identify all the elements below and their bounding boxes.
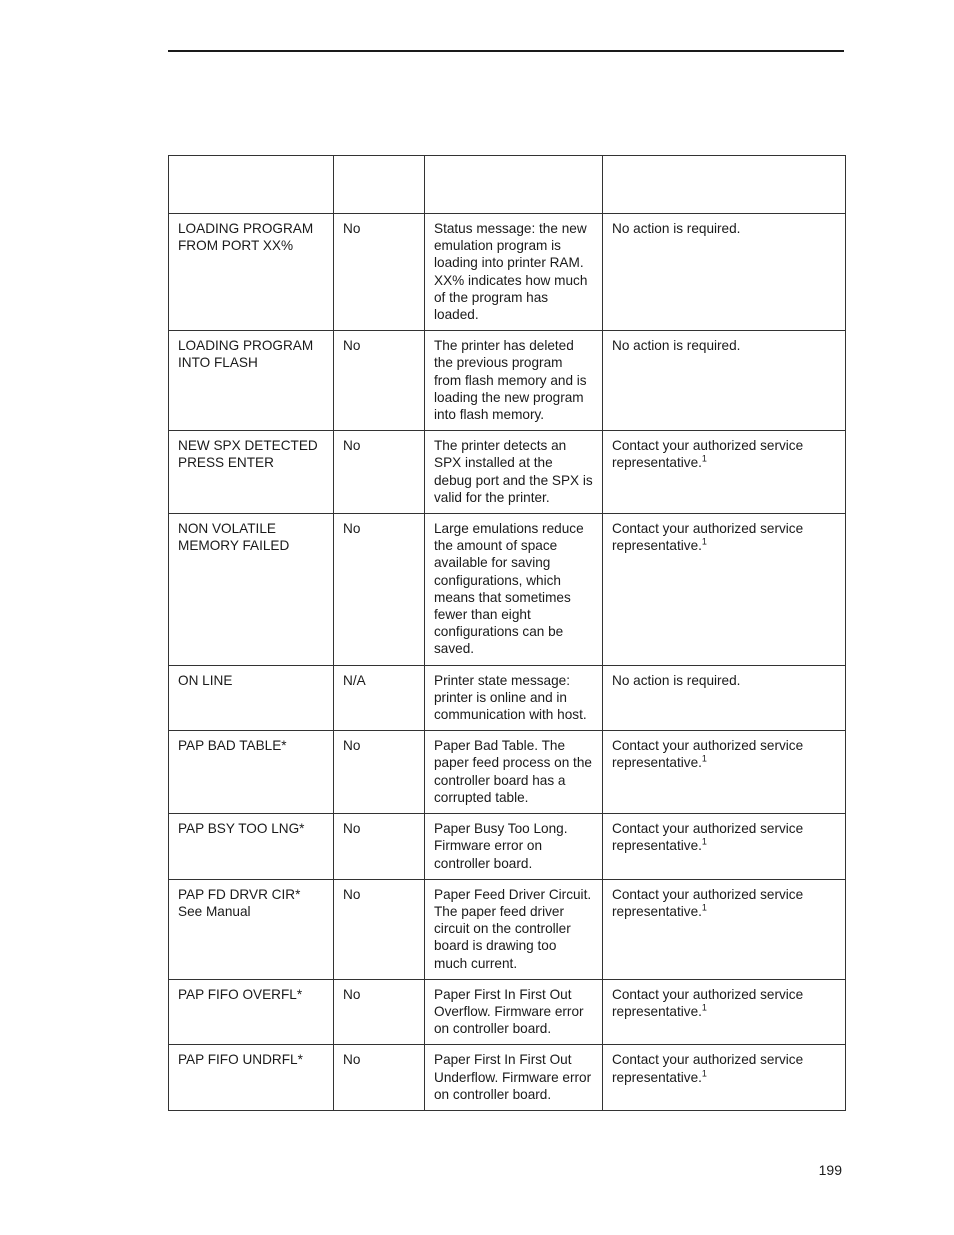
displayed-cell: No (334, 431, 425, 514)
explanation-cell: Status message: the new emulation program is loading into printer RAM. XX% indicates how much of the program has loaded. (425, 214, 603, 331)
displayed-cell: No (334, 514, 425, 666)
displayed-cell: No (334, 1045, 425, 1111)
displayed-cell: No (334, 979, 425, 1045)
footnote-marker: 1 (701, 836, 707, 847)
solution-cell (603, 214, 846, 331)
table-row (169, 1045, 846, 1111)
table-body (169, 156, 846, 1111)
footnote-marker: 1 (701, 453, 707, 464)
solution-cell (603, 1045, 846, 1111)
solution-text: No action is required. (612, 672, 741, 688)
table-row (169, 331, 846, 431)
solution-cell (603, 731, 846, 814)
page-number: 199 (818, 1162, 842, 1178)
solution-text: Contact your authorized service representative. (612, 438, 804, 471)
solution-text: No action is required. (612, 221, 741, 236)
message-cell: ON LINE (169, 665, 334, 731)
message-cell: PAP BSY TOO LNG* (169, 814, 334, 880)
explanation-cell: The printer has deleted the previous program from flash memory and is loading the new program into flash memory. (425, 331, 603, 431)
solution-cell (603, 431, 846, 514)
footnote-marker: 1 (701, 536, 707, 547)
header-displayed (334, 156, 425, 214)
message-table (168, 155, 846, 1111)
solution-cell (603, 514, 846, 666)
footnote-marker: 1 (701, 902, 707, 913)
footnote-marker: 1 (701, 753, 707, 764)
displayed-cell: No (334, 814, 425, 880)
table-row (169, 879, 846, 979)
explanation-cell: Printer state message: printer is online and in communication with host. (425, 665, 603, 731)
message-cell: NON VOLATILE MEMORY FAILED (169, 514, 334, 666)
explanation-cell: Large emulations reduce the amount of space available for saving configurations, which means that sometimes fewer than eight configurations can be saved. (425, 514, 603, 666)
header-explanation (425, 156, 603, 214)
explanation-cell: Paper First In First Out Underflow. Firmware error on controller board. (425, 1045, 603, 1111)
explanation-cell: Paper First In First Out Overflow. Firmware error on controller board. (425, 979, 603, 1045)
solution-cell (603, 665, 846, 731)
solution-cell (603, 979, 846, 1045)
solution-cell (603, 331, 846, 431)
explanation-cell: Paper Feed Driver Circuit. The paper feed driver circuit on the controller board is drawing too much current. (425, 879, 603, 979)
message-cell: LOADING PROGRAM FROM PORT XX% (169, 214, 334, 331)
explanation-cell: Paper Busy Too Long. Firmware error on controller board. (425, 814, 603, 880)
solution-text: Contact your authorized service representative. (612, 986, 804, 1019)
solution-text: Contact your authorized service representative. (612, 521, 804, 554)
solution-cell (603, 814, 846, 880)
footnote-marker: 1 (701, 1068, 707, 1078)
table-row (169, 431, 846, 514)
solution-text: No action is required. (612, 338, 741, 354)
displayed-cell: No (334, 731, 425, 814)
solution-cell (603, 879, 846, 979)
displayed-cell: No (334, 214, 425, 331)
solution-text: Contact your authorized service representative. (612, 1052, 804, 1085)
footnote-marker: 1 (701, 1002, 707, 1013)
message-cell: NEW SPX DETECTED PRESS ENTER (169, 431, 334, 514)
displayed-cell: No (334, 331, 425, 431)
solution-text: Contact your authorized service representative. (612, 886, 804, 919)
table-row (169, 814, 846, 880)
message-cell: PAP FD DRVR CIR* See Manual (169, 879, 334, 979)
header-message (169, 156, 334, 214)
displayed-cell: No (334, 879, 425, 979)
message-cell: PAP BAD TABLE* (169, 731, 334, 814)
message-cell: PAP FIFO OVERFL* (169, 979, 334, 1045)
table-row (169, 731, 846, 814)
explanation-cell: Paper Bad Table. The paper feed process on the controller board has a corrupted table. (425, 731, 603, 814)
message-cell: LOADING PROGRAM INTO FLASH (169, 331, 334, 431)
solution-text: Contact your authorized service representative. (612, 821, 804, 854)
message-cell: PAP FIFO UNDRFL* (169, 1045, 334, 1111)
table-row (169, 665, 846, 731)
explanation-cell: The printer detects an SPX installed at the debug port and the SPX is valid for the printer. (425, 431, 603, 514)
table-header-row (169, 156, 846, 214)
table-row (169, 514, 846, 666)
displayed-cell: N/A (334, 665, 425, 731)
table-row (169, 214, 846, 331)
solution-text: Contact your authorized service representative. (612, 738, 804, 771)
header-solution (603, 156, 846, 214)
table-row (169, 979, 846, 1045)
top-rule (168, 50, 844, 52)
